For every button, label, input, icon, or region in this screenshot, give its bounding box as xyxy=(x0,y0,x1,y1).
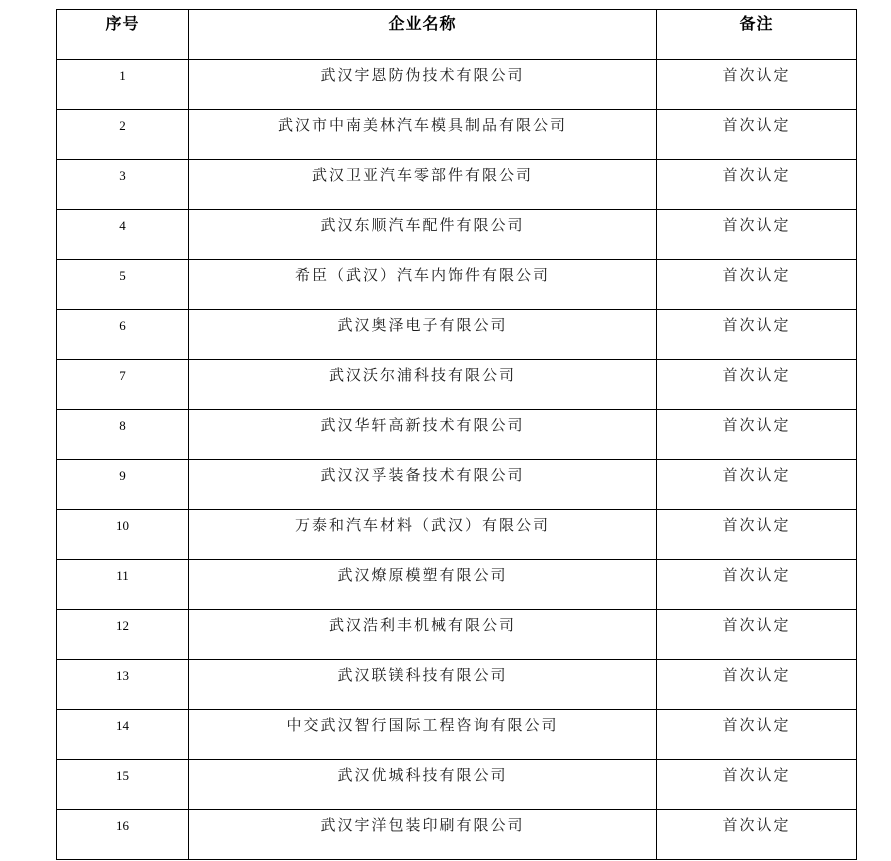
remark-text: 首次认定 xyxy=(722,666,791,684)
company-name: 武汉浩利丰机械有限公司 xyxy=(328,616,516,634)
company-name-cell xyxy=(189,660,657,710)
remark-cell xyxy=(657,110,857,160)
company-name: 武汉宇恩防伪技术有限公司 xyxy=(320,66,525,84)
row-number: 1 xyxy=(119,68,126,83)
row-number-cell xyxy=(57,160,189,210)
company-name: 武汉奥泽电子有限公司 xyxy=(337,316,508,334)
company-name: 希臣（武汉）汽车内饰件有限公司 xyxy=(294,266,550,284)
remark-text: 首次认定 xyxy=(722,266,791,284)
remark-text: 首次认定 xyxy=(722,316,791,334)
row-number-cell xyxy=(57,210,189,260)
remark-text: 首次认定 xyxy=(722,216,791,234)
row-number: 8 xyxy=(119,418,126,433)
row-number: 5 xyxy=(119,268,126,283)
row-number-cell xyxy=(57,410,189,460)
row-number: 11 xyxy=(116,568,129,583)
row-number-cell xyxy=(57,610,189,660)
remark-text: 首次认定 xyxy=(722,416,791,434)
table-row xyxy=(57,360,857,410)
remark-cell xyxy=(657,460,857,510)
remark-cell xyxy=(657,310,857,360)
table-row xyxy=(57,260,857,310)
table-row xyxy=(57,110,857,160)
remark-text: 首次认定 xyxy=(722,566,791,584)
company-name-cell xyxy=(189,810,657,860)
remark-text: 首次认定 xyxy=(722,366,791,384)
table-body xyxy=(57,60,857,860)
row-number-cell xyxy=(57,510,189,560)
remark-cell xyxy=(657,610,857,660)
header-number: 序号 xyxy=(57,10,189,60)
row-number: 2 xyxy=(119,118,126,133)
table-row xyxy=(57,810,857,860)
company-name-cell xyxy=(189,160,657,210)
company-name-cell xyxy=(189,760,657,810)
header-company-name: 企业名称 xyxy=(189,10,657,60)
remark-cell xyxy=(657,760,857,810)
company-name: 武汉宇洋包装印刷有限公司 xyxy=(320,816,525,834)
remark-cell xyxy=(657,560,857,610)
row-number: 3 xyxy=(119,168,126,183)
remark-text: 首次认定 xyxy=(722,66,791,84)
company-name-cell xyxy=(189,60,657,110)
row-number-cell xyxy=(57,310,189,360)
row-number-cell xyxy=(57,460,189,510)
remark-cell xyxy=(657,410,857,460)
table-row xyxy=(57,610,857,660)
row-number: 10 xyxy=(116,518,129,533)
row-number: 13 xyxy=(116,668,129,683)
row-number-cell xyxy=(57,760,189,810)
row-number-cell xyxy=(57,560,189,610)
remark-cell xyxy=(657,260,857,310)
table-row xyxy=(57,510,857,560)
table-row xyxy=(57,310,857,360)
company-name: 武汉卫亚汽车零部件有限公司 xyxy=(311,166,533,184)
table-row xyxy=(57,60,857,110)
row-number-cell xyxy=(57,810,189,860)
company-name-cell xyxy=(189,710,657,760)
header-remark: 备注 xyxy=(657,10,857,60)
table-row xyxy=(57,660,857,710)
remark-text: 首次认定 xyxy=(722,766,791,784)
remark-cell xyxy=(657,660,857,710)
company-name: 武汉沃尔浦科技有限公司 xyxy=(328,366,516,384)
company-name: 武汉市中南美林汽车模具制品有限公司 xyxy=(277,116,567,134)
remark-cell xyxy=(657,360,857,410)
row-number-cell xyxy=(57,360,189,410)
table-row xyxy=(57,460,857,510)
table-row xyxy=(57,410,857,460)
remark-text: 首次认定 xyxy=(722,116,791,134)
row-number: 7 xyxy=(119,368,126,383)
table-row xyxy=(57,760,857,810)
remark-text: 首次认定 xyxy=(722,816,791,834)
company-name: 万泰和汽车材料（武汉）有限公司 xyxy=(294,516,550,534)
company-name: 武汉汉孚装备技术有限公司 xyxy=(320,466,525,484)
company-name: 中交武汉智行国际工程咨询有限公司 xyxy=(286,716,559,734)
row-number-cell xyxy=(57,110,189,160)
company-name-cell xyxy=(189,410,657,460)
remark-cell xyxy=(657,810,857,860)
remark-text: 首次认定 xyxy=(722,516,791,534)
company-name-cell xyxy=(189,310,657,360)
company-name-cell xyxy=(189,260,657,310)
company-name: 武汉华轩高新技术有限公司 xyxy=(320,416,525,434)
row-number: 15 xyxy=(116,768,129,783)
remark-text: 首次认定 xyxy=(722,466,791,484)
remark-text: 首次认定 xyxy=(722,166,791,184)
company-name-cell xyxy=(189,610,657,660)
row-number-cell xyxy=(57,60,189,110)
row-number: 14 xyxy=(116,718,129,733)
company-name-cell xyxy=(189,110,657,160)
row-number: 12 xyxy=(116,618,129,633)
row-number: 9 xyxy=(119,468,126,483)
remark-cell xyxy=(657,710,857,760)
header-row xyxy=(57,10,857,60)
remark-cell xyxy=(657,210,857,260)
remark-text: 首次认定 xyxy=(722,716,791,734)
row-number-cell xyxy=(57,260,189,310)
company-name: 武汉东顺汽车配件有限公司 xyxy=(320,216,525,234)
remark-cell xyxy=(657,160,857,210)
row-number: 4 xyxy=(119,218,126,233)
table-header xyxy=(57,10,857,60)
remark-cell xyxy=(657,60,857,110)
company-name-cell xyxy=(189,560,657,610)
row-number-cell xyxy=(57,710,189,760)
table-row xyxy=(57,560,857,610)
company-name: 武汉燎原模塑有限公司 xyxy=(337,566,508,584)
company-name: 武汉优城科技有限公司 xyxy=(337,766,508,784)
remark-text: 首次认定 xyxy=(722,616,791,634)
remark-cell xyxy=(657,510,857,560)
row-number-cell xyxy=(57,660,189,710)
row-number: 16 xyxy=(116,818,129,833)
company-name-cell xyxy=(189,510,657,560)
company-name-cell xyxy=(189,360,657,410)
table-row xyxy=(57,160,857,210)
company-name-cell xyxy=(189,460,657,510)
row-number: 6 xyxy=(119,318,126,333)
table-row xyxy=(57,710,857,760)
company-name: 武汉联镁科技有限公司 xyxy=(337,666,508,684)
table-row xyxy=(57,210,857,260)
company-list-table xyxy=(56,9,857,860)
company-name-cell xyxy=(189,210,657,260)
